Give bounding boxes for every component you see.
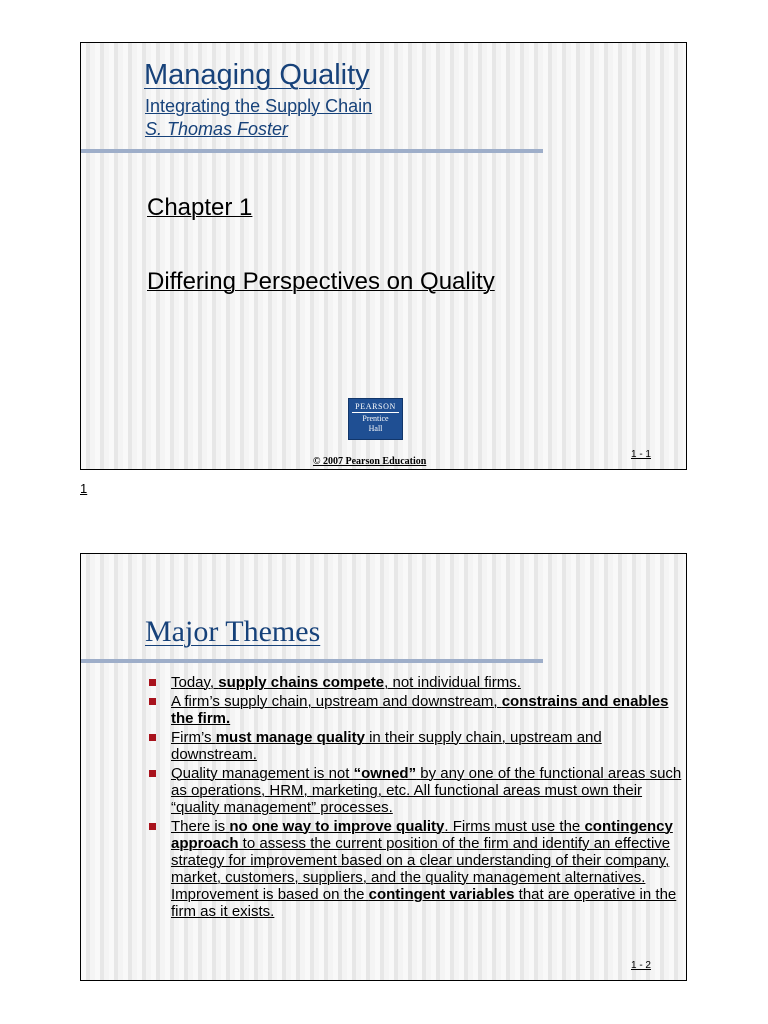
bullet-emphasis: “owned”: [353, 765, 417, 782]
title-rule: [81, 659, 543, 663]
bullet-segment: Firm’s: [171, 729, 216, 746]
chapter-heading: Chapter 1: [147, 194, 253, 221]
bullet-emphasis: supply chains compete: [218, 674, 385, 691]
slide-subtitle: Integrating the Supply Chain: [145, 96, 373, 116]
slide-2: [80, 553, 687, 981]
bullet-segment: that are operative in the firm as it exists.: [171, 886, 677, 920]
bullet-text: [171, 693, 668, 727]
bullet-segment: , not individual firms.: [384, 674, 521, 691]
bullet-text: [171, 818, 676, 920]
slide-title: Major Themes: [145, 615, 321, 648]
bullet-segment: in their supply chain, upstream and downstream.: [171, 729, 602, 763]
logo-line-2: Hall: [368, 424, 383, 433]
slide-page-number: 1 - 1: [630, 449, 651, 460]
bullet-square-icon: [149, 823, 156, 830]
slide-title: Managing Quality: [144, 59, 370, 91]
bullet-square-icon: [149, 698, 156, 705]
bullet-item: [147, 693, 687, 727]
bullet-segment: by any one of the functional areas such as operations, HRM, marketing, etc. All functional areas must own their “quality management” processes.: [171, 765, 682, 816]
bullet-segment: to assess the current position of the firm and identify an effective strategy for improvement based on a clear understanding of their company, market, customers, suppliers, and the quality management alternatives. Improvement is based on the: [171, 835, 671, 903]
slide-page-number: 1 - 2: [630, 960, 651, 971]
bullet-segment: Quality management is not: [171, 765, 354, 782]
copyright-notice: © 2007 Pearson Education: [313, 456, 427, 467]
bullet-square-icon: [149, 679, 156, 686]
bullet-item: [147, 729, 687, 763]
bullet-item: [147, 818, 687, 920]
bullet-emphasis: must manage quality: [215, 729, 365, 746]
bullet-emphasis: constrains and enables the firm.: [171, 693, 669, 727]
bullet-text: [171, 765, 681, 816]
slide-1: [80, 42, 687, 470]
bullet-segment: A firm’s supply chain, upstream and downstream,: [171, 693, 502, 710]
bullet-emphasis: no one way to improve quality: [229, 818, 445, 835]
page-number-link[interactable]: 1: [80, 481, 88, 496]
bullet-square-icon: [149, 734, 156, 741]
bullet-emphasis: contingent variables: [368, 886, 515, 903]
bullet-square-icon: [149, 770, 156, 777]
bullet-segment: Today,: [171, 674, 219, 691]
bullet-item: [147, 674, 687, 691]
logo-brand: PEARSON: [352, 399, 399, 413]
bullet-emphasis: contingency approach: [171, 818, 673, 852]
logo-line-1: Prentice: [362, 414, 389, 423]
author-name: S. Thomas Foster: [145, 119, 289, 139]
bullet-text: [171, 729, 602, 763]
bullet-item: [147, 765, 687, 816]
pearson-logo-icon: [348, 398, 403, 440]
bullet-segment: There is: [171, 818, 230, 835]
bullet-list: [147, 674, 687, 922]
title-rule: [81, 149, 543, 153]
bullet-text: [171, 674, 521, 691]
bullet-segment: . Firms must use the: [444, 818, 585, 835]
chapter-topic: Differing Perspectives on Quality: [147, 268, 495, 295]
